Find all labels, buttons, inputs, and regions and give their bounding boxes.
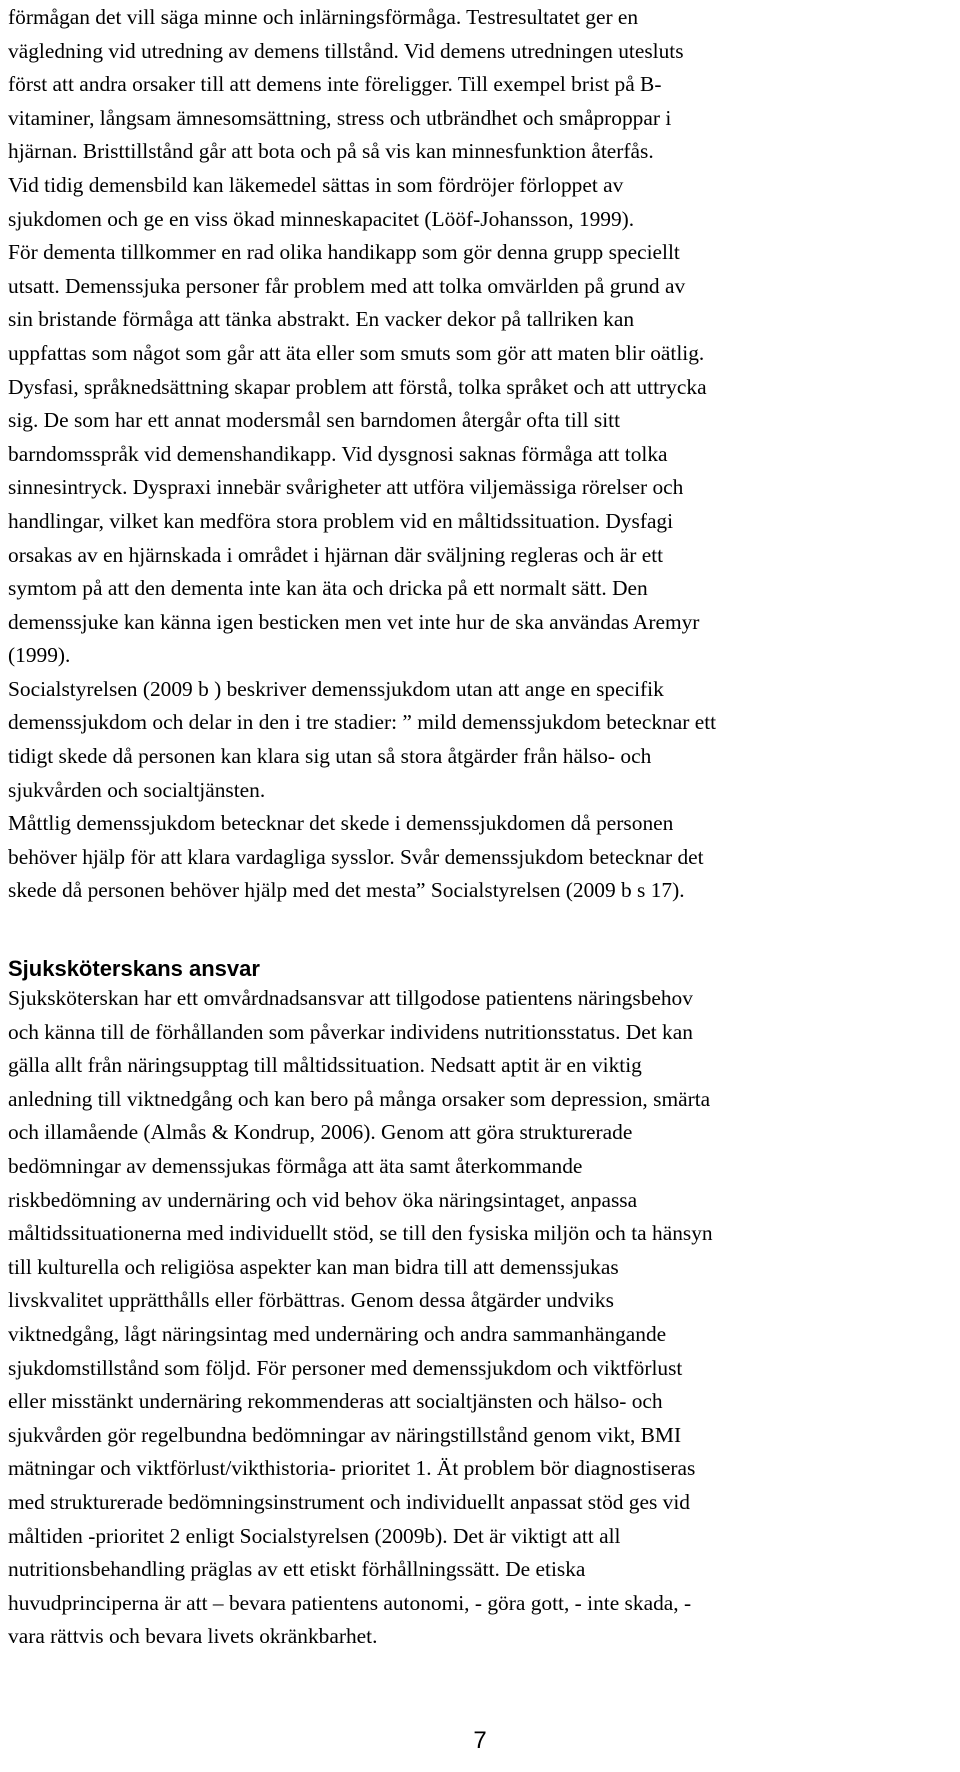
text-line: symtom på att den dementa inte kan äta och dricka på ett normalt sätt. Den — [8, 576, 648, 601]
text-line: vägledning vid utredning av demens tillstånd. Vid demens utredningen utesluts — [8, 38, 684, 63]
text-line: demenssjukdom och delar in den i tre stadier: ” mild demenssjukdom betecknar ett — [8, 710, 717, 735]
text-line: riskbedömning av undernäring och vid behov öka näringsintaget, anpassa — [8, 1187, 638, 1212]
text-line: anledning till viktnedgång och kan bero på många orsaker som depression, smärta — [8, 1086, 711, 1111]
text-line: Måttlig demenssjukdom betecknar det skede i demenssjukdomen då personen — [8, 811, 674, 836]
text-line: måltiden -prioritet 2 enligt Socialstyrelsen (2009b). Det är viktigt att all — [8, 1523, 621, 1548]
text-line: viktnedgång, lågt näringsintag med undernäring och andra sammanhängande — [8, 1321, 667, 1346]
text-line: måltidssituationerna med individuellt stöd, se till den fysiska miljön och ta hänsyn — [8, 1221, 713, 1246]
text-line: sinnesintryck. Dyspraxi innebär svårigheter att utföra viljemässiga rörelser och — [8, 475, 684, 500]
page-number: 7 — [473, 1727, 487, 1754]
text-line: mätningar och viktförlust/vikthistoria- prioritet 1. Ät problem bör diagnostiseras — [8, 1456, 696, 1481]
text-line: (1999). — [8, 643, 71, 668]
text-line: eller misstänkt undernäring rekommenderas att socialtjänsten och hälso- och — [8, 1389, 663, 1414]
text-line: med strukturerade bedömningsinstrument och individuellt anpassat stöd ges vid — [8, 1489, 691, 1514]
text-line: uppfattas som något som går att äta eller som smuts som gör att maten blir oätlig. — [8, 340, 705, 365]
text-line: vara rättvis och bevara livets okränkbarhet. — [8, 1624, 378, 1649]
text-line: Sjuksköterskan har ett omvårdnadsansvar att tillgodose patientens näringsbehov — [8, 986, 693, 1010]
text-line: sin bristande förmåga att tänka abstrakt. En vacker dekor på tallriken kan — [8, 307, 635, 332]
text-line: och känna till de förhållanden som påverkar individens nutritionsstatus. Det kan — [8, 1019, 693, 1044]
text-line: nutritionsbehandling präglas av ett etiskt förhållningssätt. De etiska — [8, 1557, 586, 1582]
text-line: Dysfasi, språknedsättning skapar problem att förstå, tolka språket och att uttrycka — [8, 374, 707, 399]
text-line: sjukdomstillstånd som följd. För personer med demenssjukdom och viktförlust — [8, 1355, 683, 1380]
text-line: sjukdomen och ge en viss ökad minneskapacitet (Lööf-Johansson, 1999). — [8, 206, 635, 231]
text-line: behöver hjälp för att klara vardagliga sysslor. Svår demenssjukdom betecknar det — [8, 844, 704, 869]
text-line: För dementa tillkommer en rad olika handikapp som gör denna grupp speciellt — [8, 240, 680, 265]
text-line: demenssjuke kan känna igen besticken men vet inte hur de ska användas Aremyr — [8, 609, 700, 634]
text-line: Vid tidig demensbild kan läkemedel sättas in som fördröjer förloppet av — [8, 172, 624, 197]
text-line: först att andra orsaker till att demens inte föreligger. Till exempel brist på B- — [8, 72, 662, 97]
body-text-section-1 — [8, 1, 952, 908]
text-line: och illamående (Almås & Kondrup, 2006). Genom att göra strukturerade — [8, 1120, 633, 1145]
text-line: gälla allt från näringsupptag till måltidssituation. Nedsatt aptit är en viktig — [8, 1053, 642, 1078]
text-line: utsatt. Demenssjuka personer får problem med att tolka omvärlden på grund av — [8, 273, 686, 298]
text-line: sig. De som har ett annat modersmål sen barndomen återgår ofta till sitt — [8, 408, 621, 433]
text-line: handlingar, vilket kan medföra stora problem vid en måltidssituation. Dysfagi — [8, 508, 674, 533]
text-line: orsakas av en hjärnskada i området i hjärnan där sväljning regleras och är ett — [8, 542, 664, 567]
text-line: vitaminer, långsam ämnesomsättning, stress och utbrändhet och småproppar i — [8, 105, 672, 130]
text-line: skede då personen behöver hjälp med det mesta” Socialstyrelsen (2009 b s 17). — [8, 878, 685, 903]
text-line: förmågan det vill säga minne och inlärningsförmåga. Testresultatet ger en — [8, 5, 639, 29]
text-line: hjärnan. Bristtillstånd går att bota och på så vis kan minnesfunktion återfås. — [8, 139, 654, 164]
text-line: tidigt skede då personen kan klara sig utan så stora åtgärder från hälso- och — [8, 744, 652, 769]
text-line: Socialstyrelsen (2009 b ) beskriver demenssjukdom utan att ange en specifik — [8, 676, 664, 701]
text-line: bedömningar av demenssjukas förmåga att äta samt återkommande — [8, 1153, 583, 1178]
text-line: sjukvården gör regelbundna bedömningar av näringstillstånd genom vikt, BMI — [8, 1422, 682, 1447]
text-line: till kulturella och religiösa aspekter kan man bidra till att demenssjukas — [8, 1254, 619, 1279]
section-heading: Sjuksköterskans ansvar — [8, 956, 260, 981]
text-line: sjukvården och socialtjänsten. — [8, 777, 266, 802]
text-line: barndomsspråk vid demenshandikapp. Vid dysgnosi saknas förmåga att tolka — [8, 441, 668, 466]
text-line: livskvalitet upprätthålls eller förbättras. Genom dessa åtgärder undviks — [8, 1288, 614, 1313]
text-line: huvudprinciperna är att – bevara patientens autonomi, - göra gott, - inte skada, - — [8, 1590, 692, 1615]
body-text-section-2 — [8, 982, 952, 1654]
